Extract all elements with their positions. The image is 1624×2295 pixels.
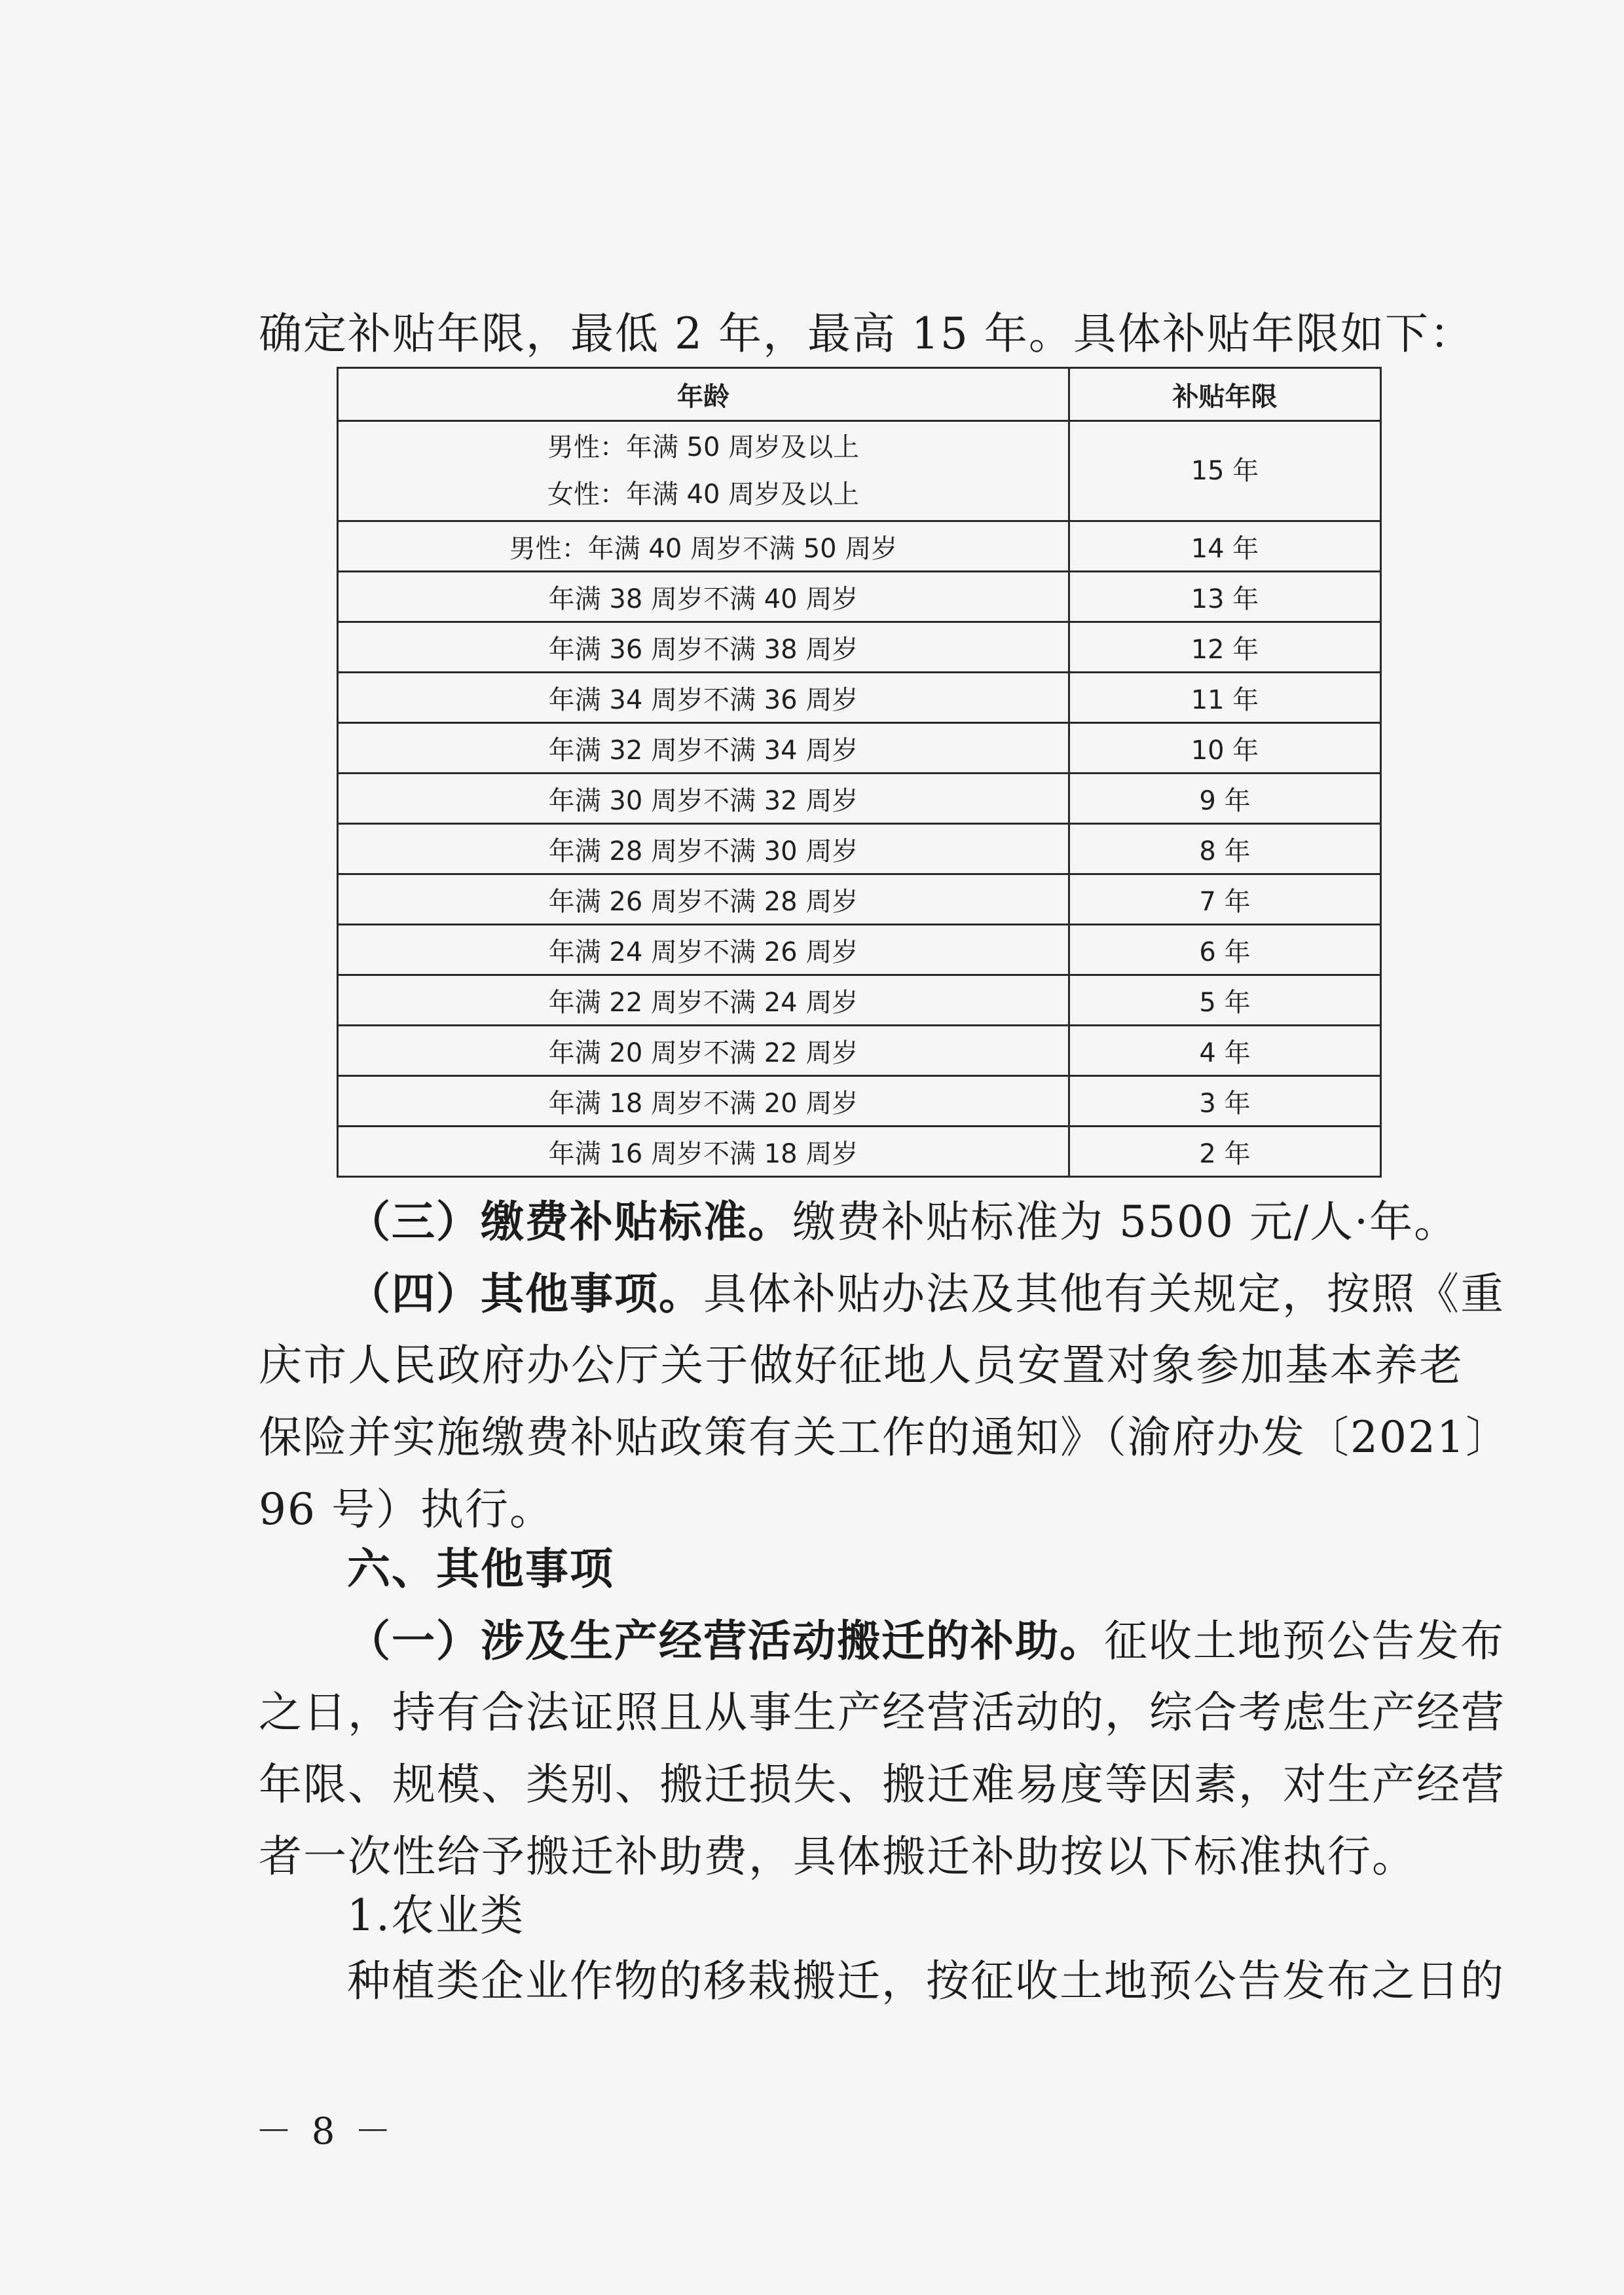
table-row <box>338 774 1381 824</box>
cell-years: 8 年 <box>1069 824 1381 874</box>
cell-age: 年满 20 周岁不满 22 周岁 <box>338 1026 1069 1076</box>
cell-years: 7 年 <box>1069 874 1381 925</box>
table-row <box>338 1127 1381 1177</box>
subsidy-years-table <box>337 367 1382 1178</box>
table-row <box>338 723 1381 774</box>
table-row <box>338 925 1381 975</box>
section4-line1 <box>347 1267 1505 1320</box>
cell-years: 4 年 <box>1069 1026 1381 1076</box>
section4-line2: 庆市人民政府办公厅关于做好征地人员安置对象参加基本养老 <box>259 1340 1464 1390</box>
section6-1-line4: 者一次性给予搬迁补助费，具体搬迁补助按以下标准执行。 <box>259 1831 1416 1882</box>
agri-line1: 种植类企业作物的移栽搬迁，按征收土地预公告发布之日的 <box>347 1956 1505 2006</box>
cell-age: 年满 32 周岁不满 34 周岁 <box>338 723 1069 774</box>
cell-years: 15 年 <box>1069 421 1381 521</box>
cell-age: 年满 30 周岁不满 32 周岁 <box>338 774 1069 824</box>
table-row <box>338 824 1381 874</box>
section4-line3: 保险并实施缴费补贴政策有关工作的通知》（渝府办发〔2021〕 <box>259 1412 1510 1463</box>
agri-title: 1.农业类 <box>347 1890 525 1941</box>
cell-years: 12 年 <box>1069 622 1381 673</box>
cell-years: 9 年 <box>1069 774 1381 824</box>
table-row <box>338 521 1381 572</box>
section6-1-text: 征收土地预公告发布 <box>1104 1616 1505 1666</box>
table-row <box>338 874 1381 925</box>
cell-years: 5 年 <box>1069 975 1381 1026</box>
cell-age: 年满 36 周岁不满 38 周岁 <box>338 622 1069 673</box>
cell-years: 6 年 <box>1069 925 1381 975</box>
cell-age: 年满 24 周岁不满 26 周岁 <box>338 925 1069 975</box>
section3-paragraph <box>347 1195 1464 1248</box>
cell-years: 3 年 <box>1069 1076 1381 1127</box>
header-years: 补贴年限 <box>1069 368 1381 421</box>
cell-age: 年满 26 周岁不满 28 周岁 <box>338 874 1069 925</box>
section6-1-heading: （一）涉及生产经营活动搬迁的补助。 <box>347 1615 1104 1666</box>
table-row <box>338 572 1381 622</box>
chapter6-title: 六、其他事项 <box>347 1543 614 1594</box>
cell-years: 10 年 <box>1069 723 1381 774</box>
table-row <box>338 1076 1381 1127</box>
table-header-row <box>338 368 1381 421</box>
section6-1-line1 <box>347 1614 1505 1668</box>
cell-age: 年满 28 周岁不满 30 周岁 <box>338 824 1069 874</box>
table-row <box>338 673 1381 723</box>
cell-years: 13 年 <box>1069 572 1381 622</box>
table-row <box>338 975 1381 1026</box>
cell-years: 2 年 <box>1069 1127 1381 1177</box>
cell-age <box>338 421 1069 521</box>
cell-age: 年满 38 周岁不满 40 周岁 <box>338 572 1069 622</box>
section4-line4: 96 号）执行。 <box>259 1484 554 1535</box>
section4-text: 具体补贴办法及其他有关规定，按照《重 <box>703 1269 1505 1319</box>
cell-age: 年满 34 周岁不满 36 周岁 <box>338 673 1069 723</box>
intro-paragraph: 确定补贴年限，最低 2 年，最高 15 年。具体补贴年限如下： <box>259 308 1474 359</box>
cell-years: 11 年 <box>1069 673 1381 723</box>
section3-text: 缴费补贴标准为 5500 元/人·年。 <box>792 1197 1459 1247</box>
table-row <box>338 622 1381 673</box>
section6-1-line2: 之日，持有合法证照且从事生产经营活动的，综合考虑生产经营 <box>259 1687 1505 1738</box>
cell-years: 14 年 <box>1069 521 1381 572</box>
page-number: － 8 － <box>255 2110 396 2153</box>
table-row <box>338 421 1381 521</box>
table-row <box>338 1026 1381 1076</box>
cell-age: 年满 18 周岁不满 20 周岁 <box>338 1076 1069 1127</box>
section3-heading: （三）缴费补贴标准。 <box>347 1196 792 1247</box>
cell-age: 男性：年满 40 周岁不满 50 周岁 <box>338 521 1069 572</box>
cell-age: 年满 22 周岁不满 24 周岁 <box>338 975 1069 1026</box>
cell-age: 年满 16 周岁不满 18 周岁 <box>338 1127 1069 1177</box>
section6-1-line3: 年限、规模、类别、搬迁损失、搬迁难易度等因素，对生产经营 <box>259 1759 1505 1810</box>
cell-age-male: 男性：年满 50 周岁及以上 <box>547 432 860 462</box>
cell-age-female: 女性：年满 40 周岁及以上 <box>547 479 860 510</box>
header-age: 年龄 <box>338 368 1069 421</box>
section4-heading: （四）其他事项。 <box>347 1268 703 1319</box>
